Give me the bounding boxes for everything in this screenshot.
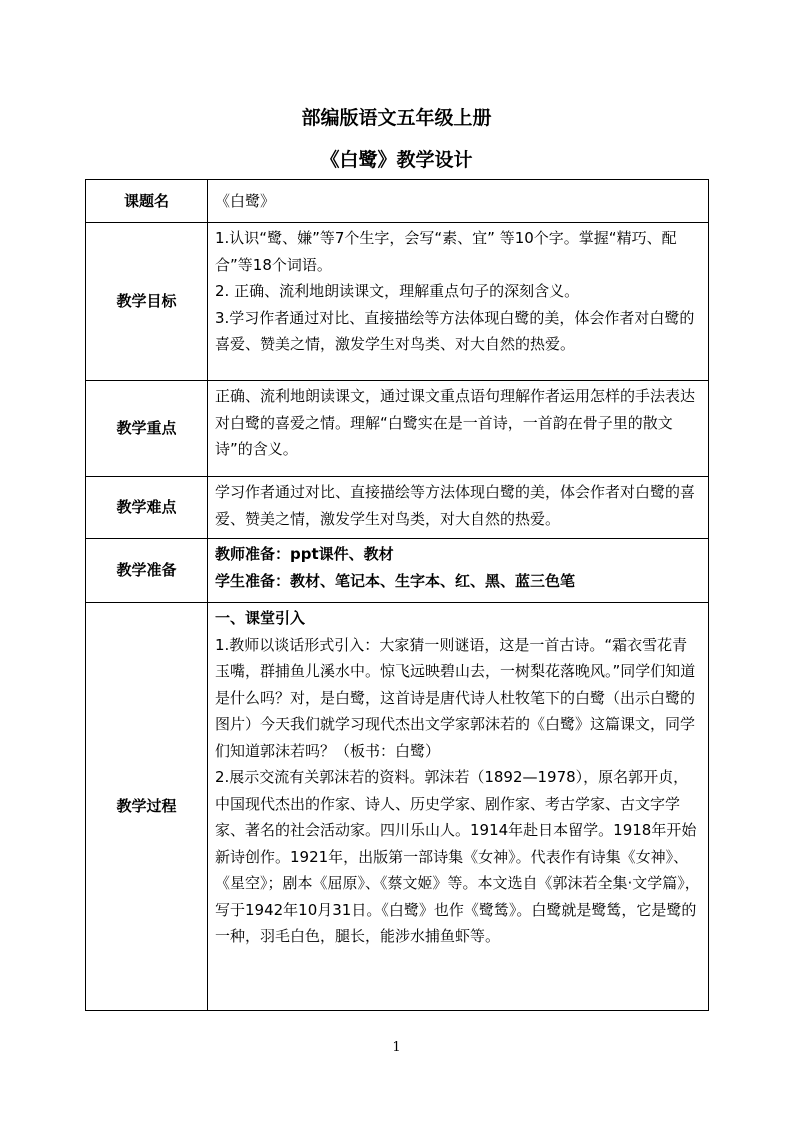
key-points-text: 正确、流利地朗读课文，通过课文重点语句理解作者运用怎样的手法表达对白鹭的喜爱之情。理解“白鹭实在是一首诗，一首韵在骨子里的散文诗”的含义。 — [215, 387, 696, 458]
topic-value — [208, 180, 709, 223]
topic-text: 《白鹭》 — [215, 191, 276, 210]
key-points-content — [208, 381, 709, 477]
process-content — [208, 603, 709, 1011]
difficulties-text: 学习作者通过对比、直接描绘等方法体现白鹭的美，体会作者对白鹭的喜爱、赞美之情，激发学生对鸟类，对大自然的热爱。 — [215, 483, 696, 528]
goal-item-2: 2. 正确、流利地朗读课文，理解重点句子的深刻含义。 — [215, 282, 580, 300]
preparation-content — [208, 539, 709, 603]
process-paragraph-1: 1.教师以谈话形式引入：大家猜一则谜语，这是一首古诗。“霜衣雪花青玉嘴，群捕鱼儿溪水中。惊飞远映碧山去，一树梨花落晚风。”同学们知道是什么吗？对，是白鹭，这首诗是唐代诗人杜牧笔下的白鹭（出示白鹭的图片）今天我们就学习现代杰出文学家郭沫若的《白鹭》这篇课文，同学们知道郭沫若吗？（板书：白鹭） — [215, 635, 696, 760]
document-title: 部编版语文五年级上册 — [301, 107, 492, 129]
process-section-title: 一、课堂引入 — [215, 609, 306, 627]
table-row-process — [86, 603, 709, 1011]
student-preparation: 学生准备：教材、笔记本、生字本、红、黑、蓝三色笔 — [215, 571, 576, 590]
process-label: 教学过程 — [86, 603, 208, 1011]
document-subtitle: 《白鹭》教学设计 — [320, 149, 473, 171]
topic-label: 课题名 — [86, 180, 208, 223]
teacher-preparation: 教师准备：ppt课件、教材 — [215, 545, 394, 563]
lesson-plan-table — [85, 179, 709, 1011]
difficulties-content — [208, 477, 709, 539]
goal-item-1: 1.认识“鹭、嫌”等7个生字，会写“素、宜” 等10个字。掌握“精巧、配合”等18个词语。 — [215, 229, 677, 274]
preparation-label: 教学准备 — [86, 539, 208, 603]
goals-label: 教学目标 — [86, 223, 208, 381]
key-points-label: 教学重点 — [86, 381, 208, 477]
table-row-topic — [86, 180, 709, 223]
table-row-difficulties — [86, 477, 709, 539]
table-row-preparation — [86, 539, 709, 603]
process-paragraph-2: 2.展示交流有关郭沫若的资料。郭沫若（1892—1978），原名郭开贞，中国现代杰出的作家、诗人、历史学家、剧作家、考古学家、古文字学家、著名的社会活动家。四川乐山人。1914年赴日本留学。1918年开始新诗创作。1921年，出版第一部诗集《女神》。代表作有诗集《女神》、《星空》；剧本《屈原》、《蔡文姬》等。本文选自《郭沫若全集·文学篇》，写于1942年10月31日。《白鹭》也作《鹭鸶》。白鹭就是鹭鸶，它是鹭的一种，羽毛白色，腿长，能涉水捕鱼虾等。 — [215, 768, 700, 945]
goals-content — [208, 223, 709, 381]
page-number: 1 — [392, 1040, 401, 1055]
difficulties-label: 教学难点 — [86, 477, 208, 539]
table-row-key-points — [86, 381, 709, 477]
goal-item-3: 3.学习作者通过对比、直接描绘等方法体现白鹭的美，体会作者对白鹭的喜爱、赞美之情，激发学生对鸟类、对大自然的热爱。 — [215, 308, 695, 353]
table-row-goals — [86, 223, 709, 381]
